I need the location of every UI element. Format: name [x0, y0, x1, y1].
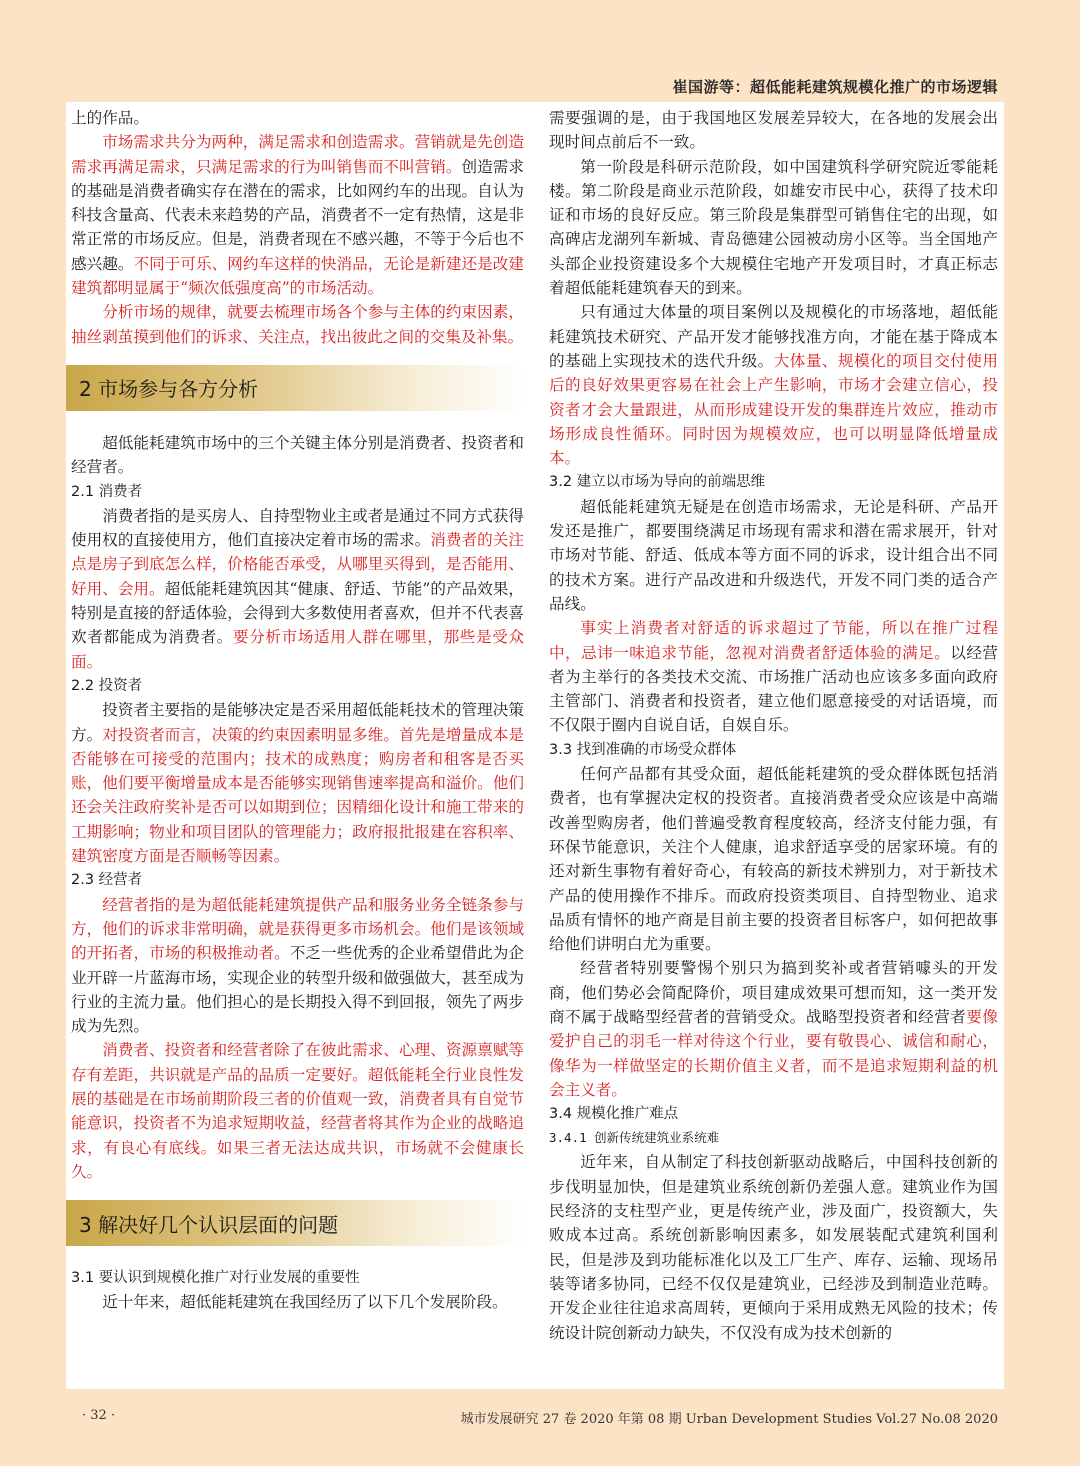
paragraph: 近十年来，超低能耗建筑在我国经历了以下几个发展阶段。 — [102, 1293, 508, 1312]
paragraph: 经营者指的是为超低能耗建筑提供产品和服务业务全链条参与方，他们的诉求非常明确，就是获得更多市场机会。他们是该领域的开拓者，市场的积极推动者。不乏一些优秀的企业希望借此为企业开辟一片蓝海市场，实现企业的转型升级和做强做大，甚至成为行业的主流力量。他们担心的是长期投入得不到回报，领先了两步成为先烈。 — [71, 895, 524, 1036]
paragraph: 超低能耗建筑无疑是在创造市场需求，无论是科研、产品开发还是推广，都要围绕满足市场现有需求和潜在需求展开，针对市场对节能、舒适、低成本等方面不同的诉求，设计组合出不同的技术方案。进行产品改进和升级迭代，开发不同门类的适合产品线。 — [549, 497, 998, 613]
left-column — [71, 106, 524, 1315]
running-head: 崔国游等：超低能耗建筑规模化推广的市场逻辑 — [672, 78, 998, 96]
journal-info: 城市发展研究 27 卷 2020 年第 08 期 Urban Development Studies Vol.27 No.08 2020 — [460, 1412, 998, 1427]
page-content — [66, 102, 1004, 1389]
paragraph: 经营者特别要警惕个别只为搞到奖补或者营销噱头的开发商，他们势必会简配降价，项目建成效果可想而知，这一类开发商不属于战略型经营者的营销受众。战略型投资者和经营者要像爱护自己的羽毛一样对待这个行业，要有敬畏心、诚信和耐心，像华为一样做坚定的长期价值主义者，而不是追求短期利益的机会主义者。 — [549, 959, 998, 1099]
section-heading: 2 市场参与各方分析 — [66, 365, 526, 411]
page-number: · 32 · — [82, 1408, 116, 1423]
paragraph: 事实上消费者对舒适的诉求超过了节能，所以在推广过程中，忌讳一味追求节能，忽视对消费者舒适体验的满足。以经营者为主举行的各类技术交流、市场推广活动也应该多多面向政府主管部门、消费者和投资者，建立他们愿意接受的对话语境，而不仅限于圈内自说自话，自娱自乐。 — [549, 619, 998, 735]
subsection-heading: 2.2 投资者 — [71, 677, 143, 694]
paragraph: 需要强调的是，由于我国地区发展差异较大，在各地的发展会出现时间点前后不一致。 — [549, 109, 998, 152]
subsection-heading: 3.2 建立以市场为导向的前端思维 — [549, 474, 766, 491]
paragraph: 近年来，自从制定了科技创新驱动战略后，中国科技创新的步伐明显加快，但是建筑业系统创新仍差强人意。建筑业作为国民经济的支柱型产业，更是传统产业，涉及面广，投资额大，失败成本过高。系统创新影响因素多，如发展装配式建筑利国利民，但是涉及到功能标准化以及工厂生产、库存、运输、现场吊装等诸多协同，已经不仅仅是建筑业，已经涉及到制造业范畴。开发企业往往追求高周转，更倾向于采用成熟无风险的技术；传统设计院创新动力缺失，不仅没有成为技术创新的 — [549, 1153, 998, 1342]
paragraph: 消费者指的是买房人、自持型物业主或者是通过不同方式获得使用权的直接使用方，他们直接决定着市场的需求。消费者的关注点是房子到底怎么样，价格能否承受，从哪里买得到，是否能用、好用、会用。超低能耗建筑因其“健康、舒适、节能”的产品效果，特别是直接的舒适体验，会得到大多数使用者喜欢，但并不代表喜欢者都能成为消费者。要分析市场适用人群在哪里，那些是受众面。 — [71, 506, 524, 671]
paragraph: 只有通过大体量的项目案例以及规模化的市场落地，超低能耗建筑技术研究、产品开发才能够找准方向，才能在基于降成本的基础上实现技术的迭代升级。大体量、规模化的项目交付使用后的良好效果更容易在社会上产生影响，市场才会建立信心，投资者才会大量跟进，从而形成建设开发的集群连片效应，推动市场形成良性循环。同时因为规模效应，也可以明显降低增量成本。 — [549, 303, 998, 468]
subsection-heading: 2.1 消费者 — [71, 483, 143, 500]
paragraph: 市场需求共分为两种，满足需求和创造需求。营销就是先创造需求再满足需求，只满足需求的行为叫销售而不叫营销。创造需求的基础是消费者确实存在潜在的需求，比如网约车的出现。自认为科技含量高、代表未来趋势的产品，消费者不一定有热情，这是非常正常的市场反应。但是，消费者现在不感兴趣，不等于今后也不感兴趣。不同于可乐、网约车这样的快消品，无论是新建还是改建建筑都明显属于“频次低强度高”的市场活动。 — [71, 133, 524, 298]
paragraph: 消费者、投资者和经营者除了在彼此需求、心理、资源禀赋等存有差距，共识就是产品的品质一定要好。超低能耗全行业良性发展的基础是在市场前期阶段三者的价值观一致，消费者具有自觉节能意识，投资者不为追求短期收益，经营者将其作为企业的战略追求，有良心有底线。如果三者无法达成共识，市场就不会健康长久。 — [71, 1041, 524, 1181]
subsection-heading: 3.3 找到准确的市场受众群体 — [549, 741, 737, 758]
subsubsection-heading: 3.4.1 创新传统建筑业系统难 — [549, 1130, 720, 1146]
right-column — [549, 106, 998, 1345]
subsection-heading: 3.1 要认识到规模化推广对行业发展的重要性 — [71, 1270, 360, 1287]
subsection-heading: 2.3 经营者 — [71, 872, 143, 889]
paragraph: 投资者主要指的是能够决定是否采用超低能耗技术的管理决策方。对投资者而言，决策的约束因素明显多维。首先是增量成本是否能够在可接受的范围内；技术的成熟度；购房者和租客是否买账，他们要平衡增量成本是否能够实现销售速率提高和溢价。他们还会关注政府奖补是否可以如期到位；因精细化设计和施工带来的工期影响；物业和项目团队的管理能力；政府报批报建在容积率、建筑密度方面是否顺畅等因素。 — [71, 701, 524, 866]
section-heading: 3 解决好几个认识层面的问题 — [66, 1200, 526, 1246]
paragraph: 上的作品。 — [71, 109, 149, 127]
paragraph: 任何产品都有其受众面，超低能耗建筑的受众群体既包括消费者，也有掌握决定权的投资者。直接消费者受众应该是中高端改善型购房者，他们普遍受教育程度较高，经济支付能力强，有环保节能意识，关注个人健康，追求舒适享受的居家环境。有的还对新生事物有着好奇心，有较高的新技术辨别力，对于新技术产品的使用操作不排斥。而政府投资类项目、自持型物业、追求品质有情怀的地产商是目前主要的投资者目标客户，如何把故事给他们讲明白尤为重要。 — [549, 765, 998, 954]
subsection-heading: 3.4 规模化推广难点 — [549, 1106, 679, 1123]
paragraph: 第一阶段是科研示范阶段，如中国建筑科学研究院近零能耗楼。第二阶段是商业示范阶段，如雄安市民中心，获得了技术印证和市场的良好反应。第三阶段是集群型可销售住宅的出现，如高碑店龙湖列车新城、青岛德建公园被动房小区等。当全国地产头部企业投资建设多个大规模住宅地产开发项目时，才真正标志着超低能耗建筑春天的到来。 — [549, 157, 998, 298]
paragraph: 分析市场的规律，就要去梳理市场各个参与主体的约束因素，抽丝剥茧摸到他们的诉求、关注点，找出彼此之间的交集及补集。 — [71, 303, 524, 346]
paragraph: 超低能耗建筑市场中的三个关键主体分别是消费者、投资者和经营者。 — [71, 433, 524, 477]
